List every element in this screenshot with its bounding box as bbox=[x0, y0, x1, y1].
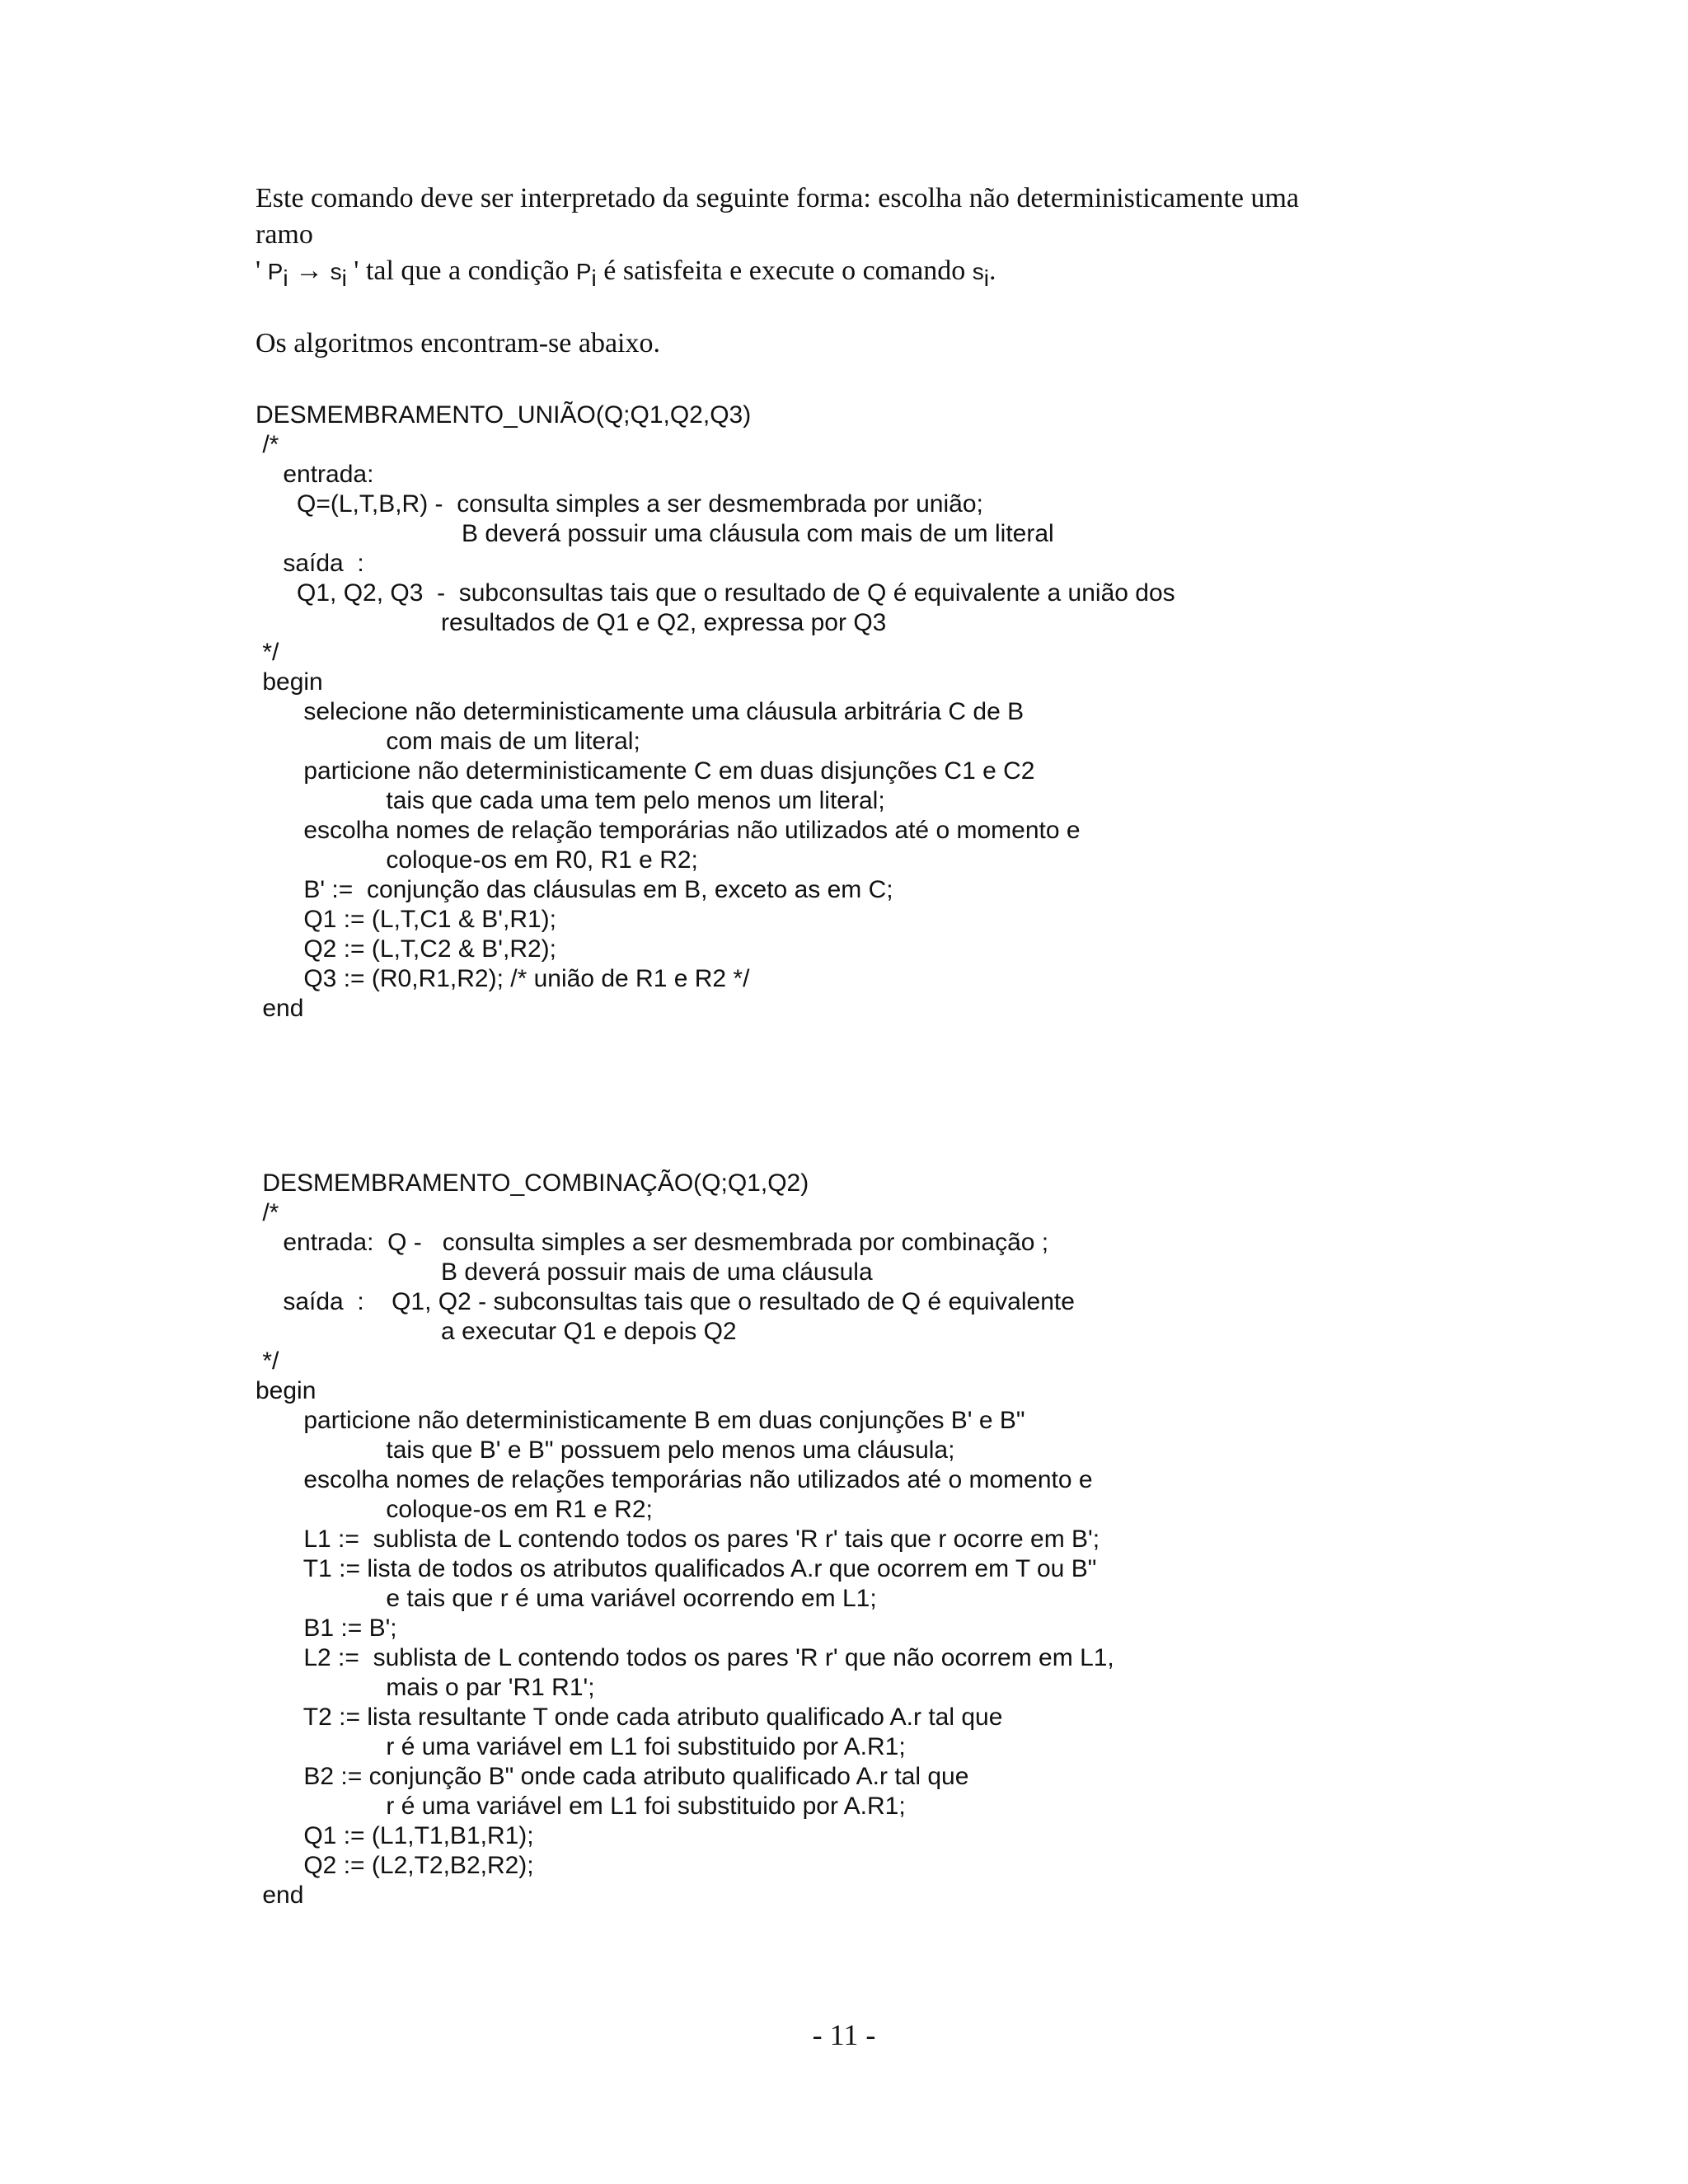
code-line: T1 := lista de todos os atributos qualificados A.r que ocorrem em T ou B" bbox=[256, 1555, 1097, 1582]
page-number: - 11 - bbox=[812, 2018, 876, 2051]
code-line: particione não deterministicamente C em duas disjunções C1 e C2 bbox=[256, 757, 1035, 785]
code-line: begin bbox=[256, 668, 323, 696]
code-line: resultados de Q1 e Q2, expressa por Q3 bbox=[256, 609, 887, 636]
code-line: /* bbox=[256, 1199, 279, 1226]
arrow-icon: → bbox=[288, 255, 331, 286]
intro-line-3 bbox=[256, 255, 996, 292]
code-line: end bbox=[256, 1882, 304, 1909]
code-line: saída : bbox=[256, 550, 364, 577]
code-line: DESMEMBRAMENTO_COMBINAÇÃO(Q;Q1,Q2) bbox=[256, 1169, 809, 1197]
intro-line-2: ramo bbox=[256, 219, 313, 250]
code-line: coloque-os em R0, R1 e R2; bbox=[256, 846, 698, 874]
command-symbol-2: s bbox=[972, 259, 984, 284]
intro-line-1: Este comando deve ser interpretado da seguinte forma: escolha não deterministicamente uma bbox=[256, 183, 1300, 213]
predicate-symbol: P bbox=[267, 259, 284, 284]
code-line: begin bbox=[256, 1377, 316, 1404]
code-line: T2 := lista resultante T onde cada atributo qualificado A.r tal que bbox=[256, 1704, 1003, 1731]
code-line: coloque-os em R1 e R2; bbox=[256, 1496, 653, 1523]
code-line: Q2 := (L2,T2,B2,R2); bbox=[256, 1852, 534, 1879]
predicate-subscript: i bbox=[283, 265, 288, 291]
code-line: B deverá possuir mais de uma cláusula bbox=[256, 1258, 873, 1286]
code-line: a executar Q1 e depois Q2 bbox=[256, 1318, 737, 1345]
predicate-subscript-2: i bbox=[591, 265, 597, 291]
intro-text-b: é satisfeita e execute o comando bbox=[596, 255, 973, 286]
code-line: tais que cada uma tem pelo menos um literal; bbox=[256, 787, 885, 814]
code-line: saída : Q1, Q2 - subconsultas tais que o resultado de Q é equivalente bbox=[256, 1288, 1075, 1315]
code-line: r é uma variável em L1 foi substituido por A.R1; bbox=[256, 1793, 906, 1820]
command-subscript-2: i bbox=[983, 265, 989, 291]
code-line: B' := conjunção das cláusulas em B, exceto as em C; bbox=[256, 876, 893, 903]
intro-line-4: Os algoritmos encontram-se abaixo. bbox=[256, 328, 660, 359]
code-line: L1 := sublista de L contendo todos os pares 'R r' tais que r ocorre em B'; bbox=[256, 1526, 1100, 1553]
code-line: B1 := B'; bbox=[256, 1615, 397, 1642]
code-line: Q=(L,T,B,R) - consulta simples a ser desmembrada por união; bbox=[256, 490, 983, 518]
intro-text-a: tal que a condição bbox=[359, 255, 576, 286]
intro-period: . bbox=[988, 255, 996, 286]
code-line: */ bbox=[256, 639, 279, 666]
command-symbol: s bbox=[330, 259, 342, 284]
code-line: end bbox=[256, 995, 304, 1022]
code-line: Q3 := (R0,R1,R2); /* união de R1 e R2 */ bbox=[256, 965, 750, 992]
code-line: B2 := conjunção B" onde cada atributo qualificado A.r tal que bbox=[256, 1763, 969, 1790]
predicate-symbol-2: P bbox=[575, 259, 592, 284]
code-line: /* bbox=[256, 431, 279, 458]
code-line: e tais que r é uma variável ocorrendo em L1; bbox=[256, 1585, 877, 1612]
code-line: Q2 := (L,T,C2 & B',R2); bbox=[256, 935, 557, 963]
code-line: entrada: bbox=[256, 461, 374, 488]
command-subscript: i bbox=[341, 265, 347, 291]
code-line: com mais de um literal; bbox=[256, 728, 640, 755]
code-line: Q1 := (L1,T1,B1,R1); bbox=[256, 1822, 534, 1849]
open-quote: ' bbox=[256, 255, 268, 286]
code-line: particione não deterministicamente B em duas conjunções B' e B" bbox=[256, 1407, 1025, 1434]
code-line: B deverá possuir uma cláusula com mais de um literal bbox=[256, 520, 1054, 547]
code-line: selecione não deterministicamente uma cláusula arbitrária C de B bbox=[256, 698, 1025, 725]
code-line: L2 := sublista de L contendo todos os pares 'R r' que não ocorrem em L1, bbox=[256, 1644, 1114, 1671]
close-quote: ' bbox=[346, 255, 359, 286]
code-line: entrada: Q - consulta simples a ser desmembrada por combinação ; bbox=[256, 1229, 1049, 1256]
code-line: mais o par 'R1 R1'; bbox=[256, 1674, 595, 1701]
code-line: escolha nomes de relação temporárias não utilizados até o momento e bbox=[256, 817, 1081, 844]
code-line: r é uma variável em L1 foi substituido por A.R1; bbox=[256, 1733, 906, 1760]
code-line: */ bbox=[256, 1347, 279, 1375]
code-line: Q1 := (L,T,C1 & B',R1); bbox=[256, 906, 557, 933]
code-line: tais que B' e B" possuem pelo menos uma cláusula; bbox=[256, 1436, 955, 1464]
code-line: escolha nomes de relações temporárias não utilizados até o momento e bbox=[256, 1466, 1093, 1493]
code-line: Q1, Q2, Q3 - subconsultas tais que o resultado de Q é equivalente a união dos bbox=[256, 579, 1175, 607]
code-line: DESMEMBRAMENTO_UNIÃO(Q;Q1,Q2,Q3) bbox=[256, 401, 752, 429]
